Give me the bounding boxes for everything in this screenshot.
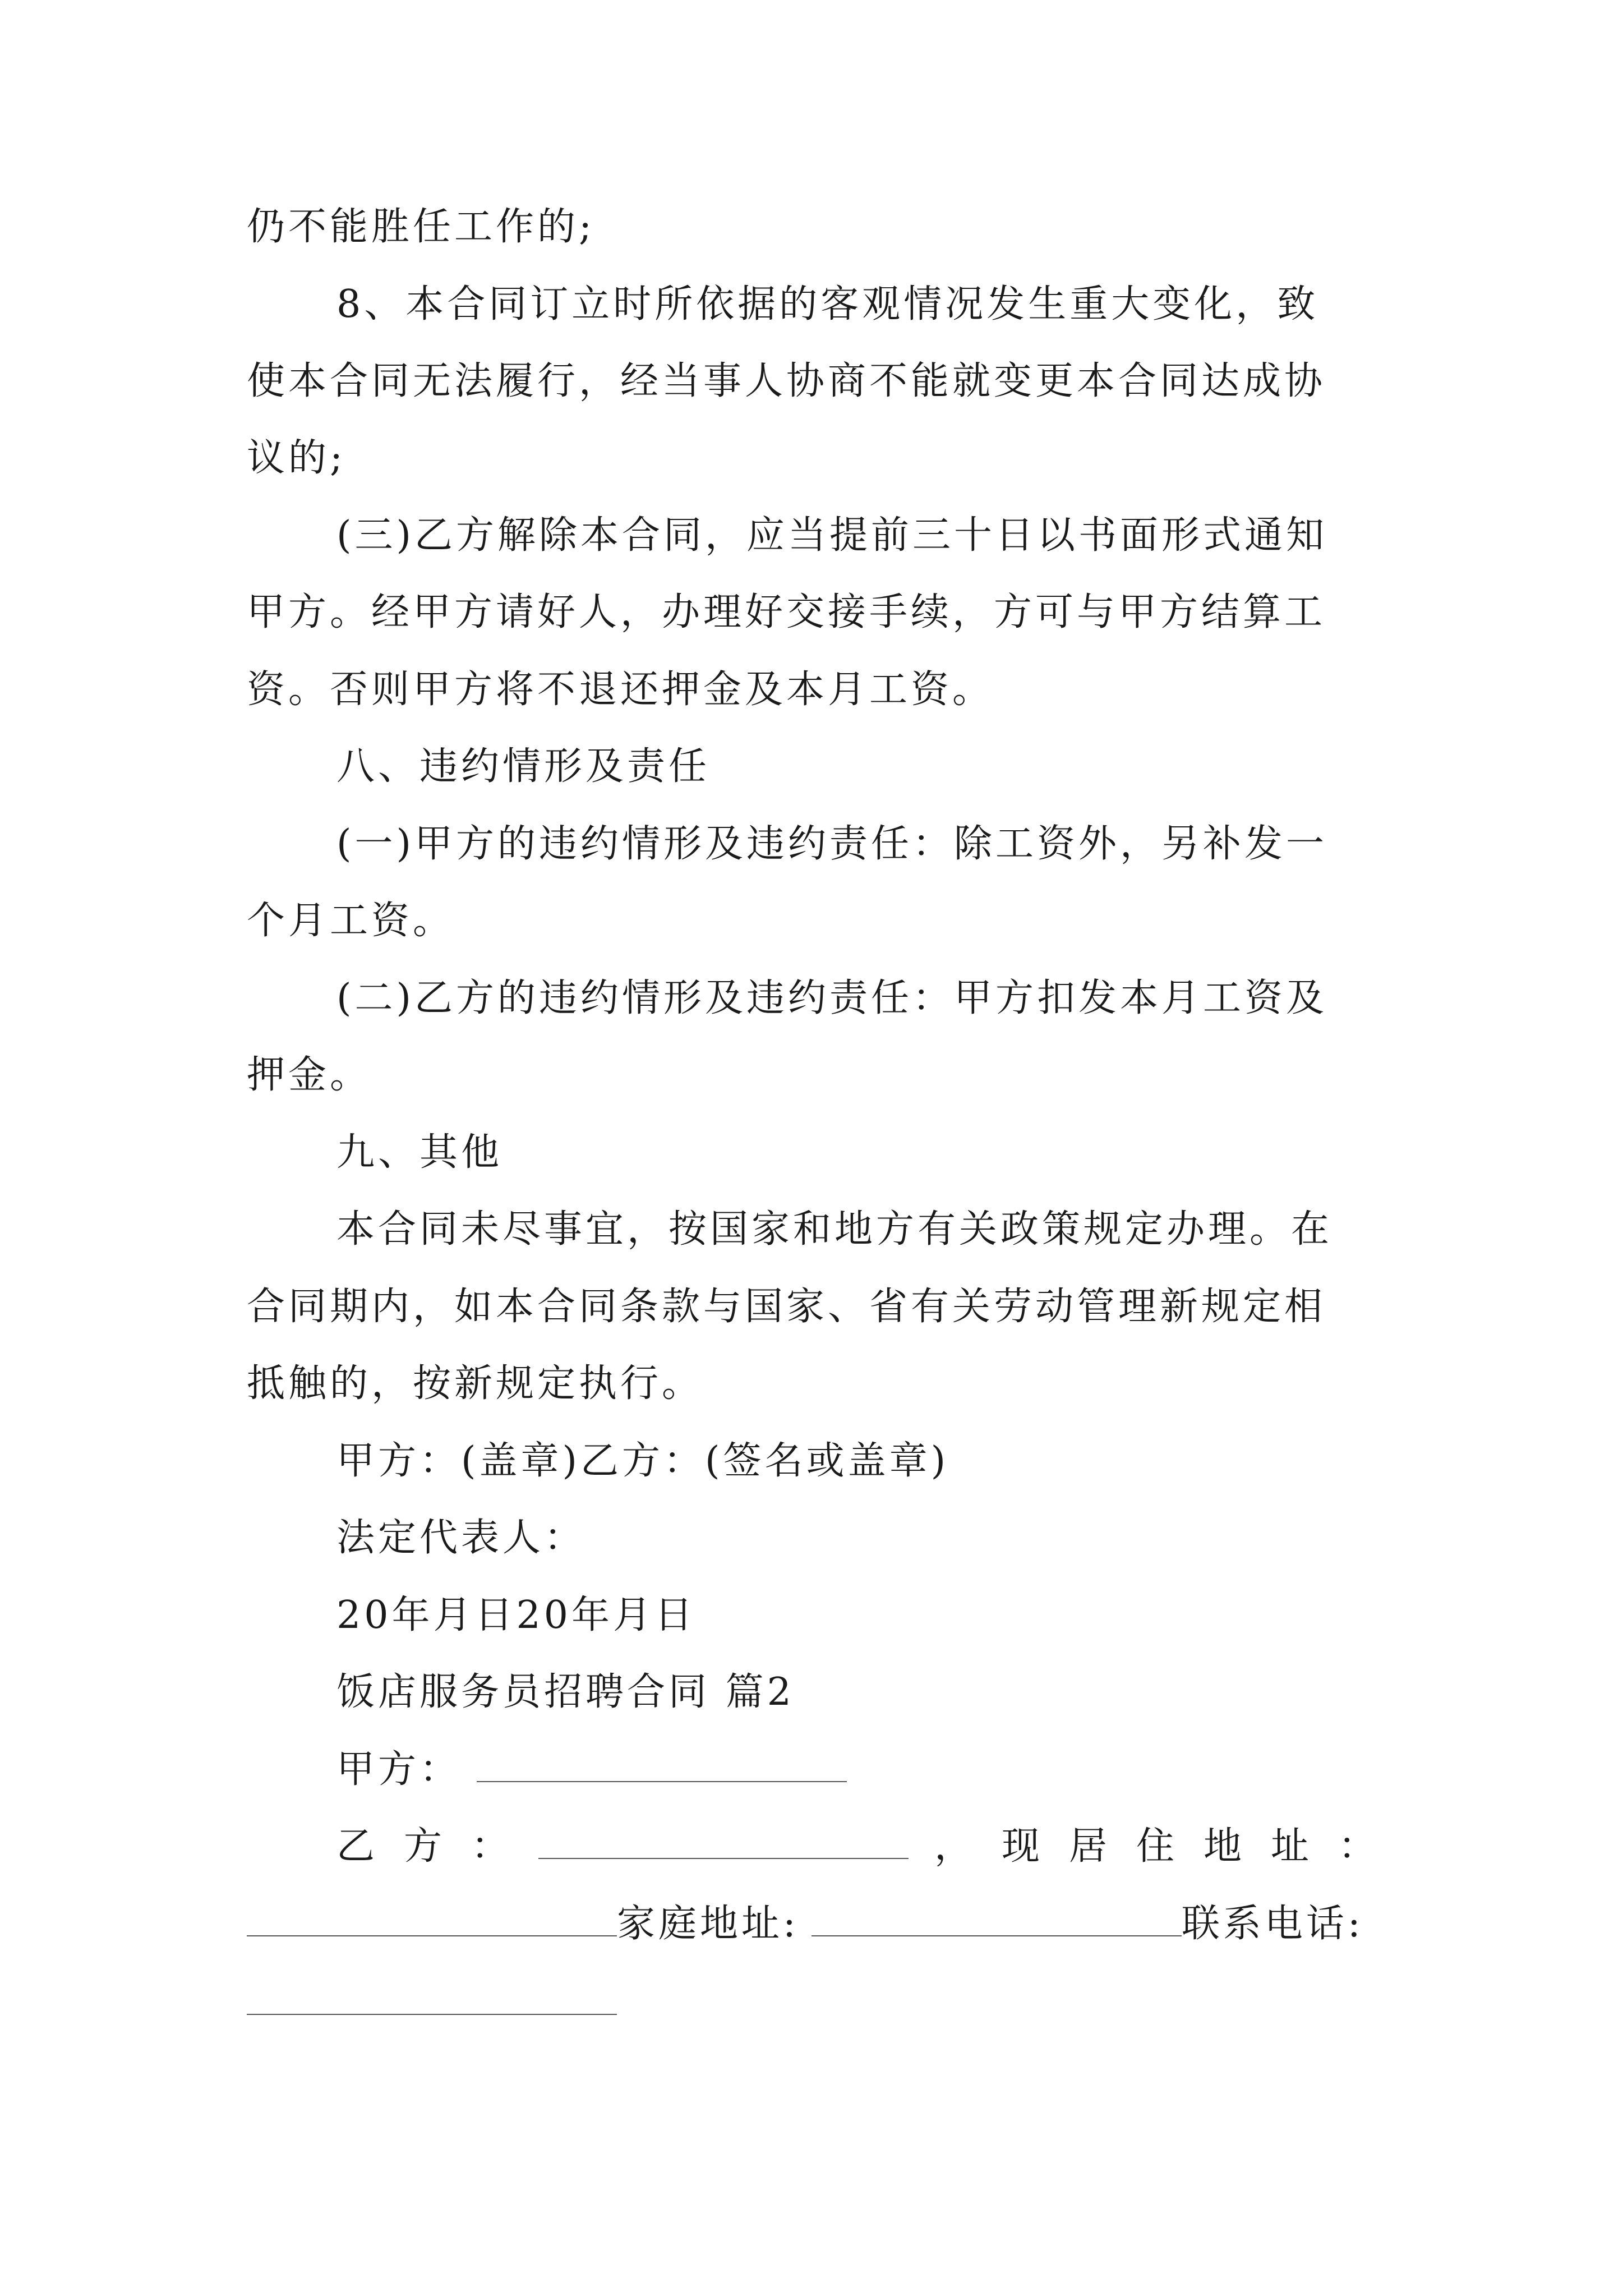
text-line-14: 本合同未尽事宜，按国家和地方有关政策规定办理。在 [336, 1207, 1333, 1251]
text-line-12: 押金。 [247, 1053, 372, 1097]
text-line-9: (一)甲方的违约情形及违约责任：除工资外，另补发一 [336, 822, 1328, 866]
phone-label: 联系电话: [1181, 1902, 1364, 1946]
home-address-blank [811, 1933, 1182, 1936]
text-line-15: 合同期内，如本合同条款与国家、省有关劳动管理新规定相 [247, 1285, 1326, 1329]
party-b-char-3: ： [471, 1824, 513, 1869]
party-a-label: 甲方： [336, 1747, 462, 1792]
party-b-blank [538, 1856, 909, 1859]
contract-title-part2: 饭店服务员招聘合同 篇2 [336, 1670, 795, 1714]
legal-representative-line: 法定代表人： [336, 1516, 586, 1560]
address-char-3: 住 [1136, 1824, 1178, 1869]
phone-blank [247, 2012, 617, 2015]
address-char-2: 居 [1068, 1824, 1110, 1869]
address-char-6: ： [1338, 1824, 1380, 1869]
party-a-line [336, 1747, 1469, 1792]
text-line-7: 资。否则甲方将不退还押金及本月工资。 [247, 668, 994, 712]
text-line-10: 个月工资。 [247, 899, 455, 943]
party-b-char-2: 方 [404, 1824, 446, 1869]
address-char-4: 地 [1203, 1824, 1245, 1869]
party-b-char-1: 乙 [336, 1824, 379, 1869]
contact-line [247, 1902, 1380, 1947]
date-line: 20年月日20年月日 [336, 1593, 697, 1637]
address-char-1: 现 [1001, 1824, 1043, 1869]
text-line-16: 抵触的，按新规定执行。 [247, 1361, 704, 1406]
text-line-11: (二)乙方的违约情形及违约责任：甲方扣发本月工资及 [336, 976, 1328, 1020]
text-line-1: 仍不能胜任工作的; [247, 205, 595, 249]
party-b-line [336, 1824, 1380, 1869]
signature-line: 甲方：(盖章)乙方：(签名或盖章) [336, 1439, 949, 1483]
phone-line [247, 1980, 1380, 2025]
party-b-comma: ， [934, 1824, 976, 1869]
text-line-6: 甲方。经甲方请好人，办理好交接手续，方可与甲方结算工 [247, 590, 1326, 634]
text-line-3: 使本合同无法履行，经当事人协商不能就变更本合同达成协 [247, 359, 1326, 403]
party-a-blank [477, 1779, 847, 1782]
text-line-4: 议的; [247, 436, 346, 480]
text-line-2: 8、本合同订立时所依据的客观情况发生重大变化，致 [336, 282, 1319, 326]
section-heading-9: 九、其他 [336, 1130, 503, 1175]
text-line-5: (三)乙方解除本合同，应当提前三十日以书面形式通知 [336, 513, 1328, 558]
home-address-label: 家庭地址: [617, 1902, 799, 1946]
section-heading-8: 八、违约情形及责任 [336, 744, 711, 789]
address-char-5: 址 [1270, 1824, 1312, 1869]
current-address-blank [247, 1933, 617, 1936]
